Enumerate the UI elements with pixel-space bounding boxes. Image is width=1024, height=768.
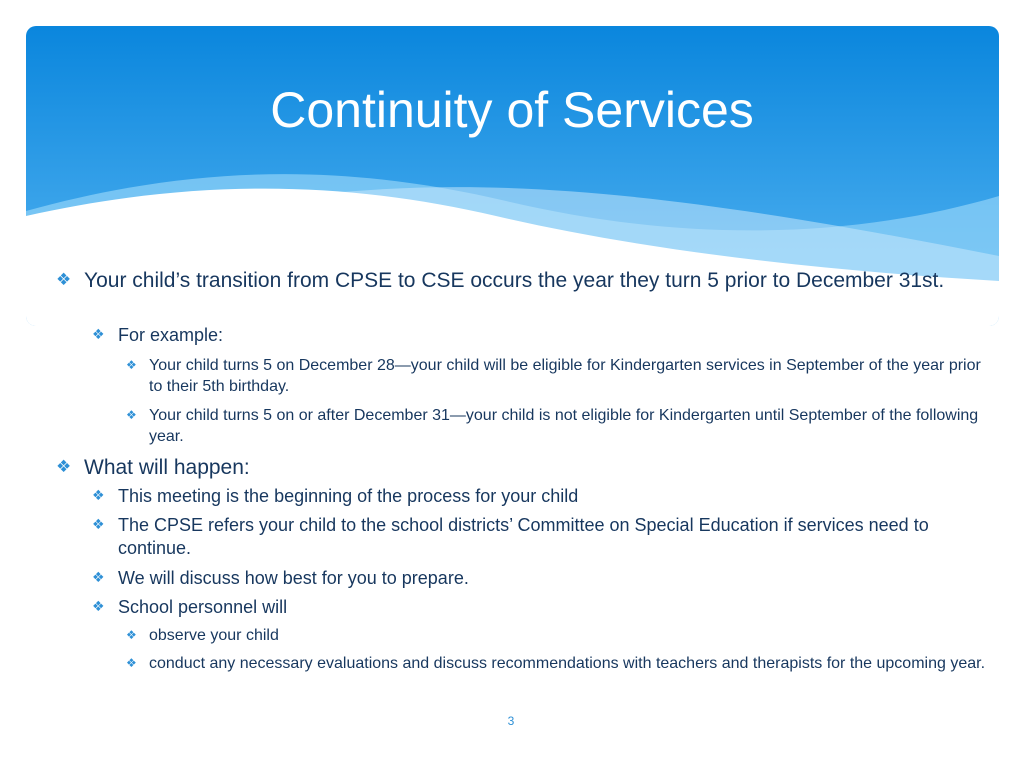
diamond-bullet-icon: ❖	[92, 599, 105, 615]
diamond-bullet-icon: ❖	[92, 517, 105, 533]
bullet-text: School personnel will	[118, 597, 288, 617]
diamond-bullet-icon: ❖	[92, 488, 105, 504]
diamond-bullet-icon: ❖	[92, 327, 105, 343]
diamond-bullet-icon: ❖	[56, 457, 72, 477]
diamond-bullet-icon: ❖	[92, 570, 105, 586]
bullet-text: observe your child	[149, 627, 279, 644]
slide-title: Continuity of Services	[270, 82, 754, 138]
bullet-text: What will happen:	[84, 456, 250, 479]
diamond-bullet-icon: ❖	[126, 656, 137, 670]
page-number: 3	[507, 714, 515, 728]
diamond-bullet-icon: ❖	[56, 270, 72, 290]
bullet-text: The CPSE refers your child to the school districts’ Committee on Special Education if services need to continue.	[118, 515, 929, 558]
bullet-text: For example:	[118, 325, 224, 345]
bullet-text: This meeting is the beginning of the process for your child	[118, 486, 579, 506]
diamond-bullet-icon: ❖	[126, 628, 137, 642]
bullet-text: conduct any necessary evaluations and discuss recommendations with teachers and therapists for the upcoming year.	[149, 655, 986, 672]
bullet-text: Your child turns 5 on December 28—your child will be eligible for Kindergarten services in September of the year prior to their 5th birthday.	[149, 357, 981, 395]
bullet-text: Your child turns 5 on or after December 31—your child is not eligible for Kindergarten until September of the following year.	[149, 407, 979, 445]
bullet-text: Your child’s transition from CPSE to CSE occurs the year they turn 5 prior to December 31st.	[84, 269, 945, 292]
bullet-text: We will discuss how best for you to prepare.	[118, 568, 469, 588]
diamond-bullet-icon: ❖	[126, 408, 137, 422]
diamond-bullet-icon: ❖	[126, 358, 137, 372]
